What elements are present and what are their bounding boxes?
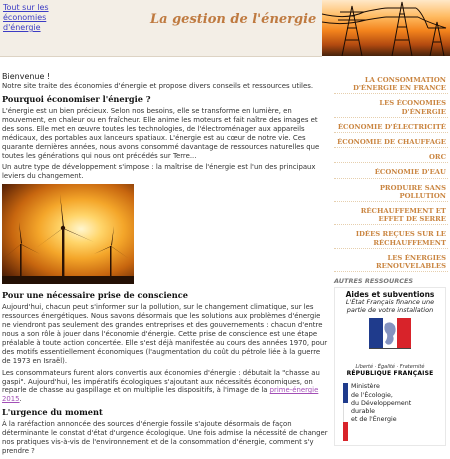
section-heading-urgency: L'urgence du moment bbox=[2, 407, 103, 418]
sidebar-item-chauffage[interactable]: ÉCONOMIE DE CHAUFFAGE bbox=[334, 138, 448, 148]
wind-turbines-sunset-image bbox=[2, 184, 134, 284]
ministry-line: et de l'Énergie bbox=[351, 416, 397, 424]
sidebar-item-electricite[interactable]: ÉCONOMIE D'ÉLECTRICITÉ bbox=[334, 123, 448, 133]
flag-bar-icon bbox=[343, 383, 348, 441]
paragraph: Un autre type de développement s'impose : la maîtrise de l'énergie est l'un des principaux leviers du changement. bbox=[2, 163, 316, 181]
sidebar-item-economies[interactable]: LES ÉCONOMIES D'ÉNERGIE bbox=[334, 99, 448, 117]
ad-subtitle: L'État Français finance une partie de votre installation bbox=[345, 298, 435, 314]
sidebar bbox=[334, 76, 448, 446]
prime-energie-link[interactable]: prime-énergie 2015 bbox=[2, 386, 319, 404]
paragraph: Aujourd'hui, chacun peut s'informer sur la pollution, sur le changement climatique, sur les ressources énergétiques. Nous savons désormais que les solutions aux problèmes d'énergie ne viendront pas seulement des grandes entreprises et des gouvernements : chacun d'entre nous a son rôle à jouer dans l'économie d'énergie. Cette prise de conscience est une étape préalable à toute action concertée. Elle s'est déjà manifestée au cours des années 1970, pour des motifs essentiellement économiques (l'augmentation du coût du pétrole liée à la guerre de 1973 en Israël). bbox=[2, 303, 328, 365]
sidebar-item-orc[interactable]: ORC bbox=[334, 153, 448, 163]
paragraph-end: . bbox=[19, 395, 22, 404]
section-heading-why: Pourquoi économiser l'énergie ? bbox=[2, 94, 151, 104]
ministry-logo bbox=[335, 381, 445, 445]
ministry-name bbox=[351, 383, 411, 441]
main-content bbox=[2, 72, 330, 459]
paragraph: À la raréfaction annoncée des sources d'énergie fossile s'ajoute désormais de façon déterminante le constat d'état d'urgence écologique. Une fois admise la nécessité de changer nos pratiques vis-à-vis de l'environnement et de la consommation d'énergie, comment s'y prendre ? bbox=[2, 420, 328, 455]
ad-title: Aides et subventions bbox=[345, 290, 435, 300]
power-pylons-sunset-image bbox=[322, 0, 450, 56]
page-title: La gestion de l'énergie bbox=[150, 12, 317, 27]
sidebar-item-idees-recues[interactable]: IDÉES REÇUES SUR LE RÉCHAUFFEMENT bbox=[334, 230, 448, 248]
ministry-line: du Développement bbox=[351, 399, 412, 407]
republic-name: RÉPUBLIQUE FRANÇAISE bbox=[346, 370, 434, 378]
paragraph-text: Les consommateurs furent alors convertis aux économies d'énergie : débutait la "chasse au gaspi". Aujourd'hui, les impératifs écologiques s'ajoutant aux nécessités économiques, on reparle de chasse au gaspillage et on multiplie les dispositifs, à l'image de la bbox=[2, 368, 320, 395]
ministry-line: de l'Écologie, bbox=[351, 391, 393, 399]
sidebar-item-eau[interactable]: ÉCONOMIE D'EAU bbox=[334, 168, 448, 178]
sidebar-item-renouvelables[interactable]: LES ÉNERGIES RENOUVELABLES bbox=[334, 254, 448, 272]
sidebar-item-rechauffement[interactable]: RÉCHAUFFEMENT ET EFFET DE SERRE bbox=[334, 207, 448, 225]
welcome-text: Bienvenue ! bbox=[2, 72, 51, 81]
ministry-line: Ministère bbox=[351, 383, 380, 391]
site-home-link[interactable]: Tout sur les économies d'énergie bbox=[3, 3, 49, 32]
marianne-logo bbox=[355, 316, 425, 364]
intro-text: Notre site traite des économies d'énergie et propose divers conseils et ressources utiles. bbox=[2, 82, 314, 90]
other-resources-heading: AUTRES RESSOURCES bbox=[334, 277, 414, 286]
sidebar-item-consommation[interactable]: LA CONSOMMATION D'ÉNERGIE EN FRANCE bbox=[334, 76, 448, 94]
subsidies-ad[interactable] bbox=[334, 287, 446, 446]
section-heading-awareness: Pour une nécessaire prise de conscience bbox=[2, 290, 188, 301]
republic-motto: Liberté · Égalité · Fraternité bbox=[355, 364, 425, 371]
paragraph: L'énergie est un bien précieux. Selon nos besoins, elle se transforme en lumière, en mouvement, en chaleur ou en fraîcheur. Elle anime les moteurs et fait naître des images et des sons. Elle met en œuvre toutes les technologies, de l'électroménager aux appareils médicaux, des portables aux lanceurs spatiaux. L'énergie est au cœur de notre vie. Ces quarante dernières années, nous avons consommé davantage de ressources naturelles que toutes les générations qui nous ont précédés sur Terre... bbox=[2, 107, 320, 160]
header bbox=[0, 0, 322, 57]
ministry-line: durable bbox=[351, 408, 376, 416]
sidebar-item-produire[interactable]: PRODUIRE SANS POLLUTION bbox=[334, 184, 448, 202]
paragraph-with-link bbox=[2, 369, 330, 405]
